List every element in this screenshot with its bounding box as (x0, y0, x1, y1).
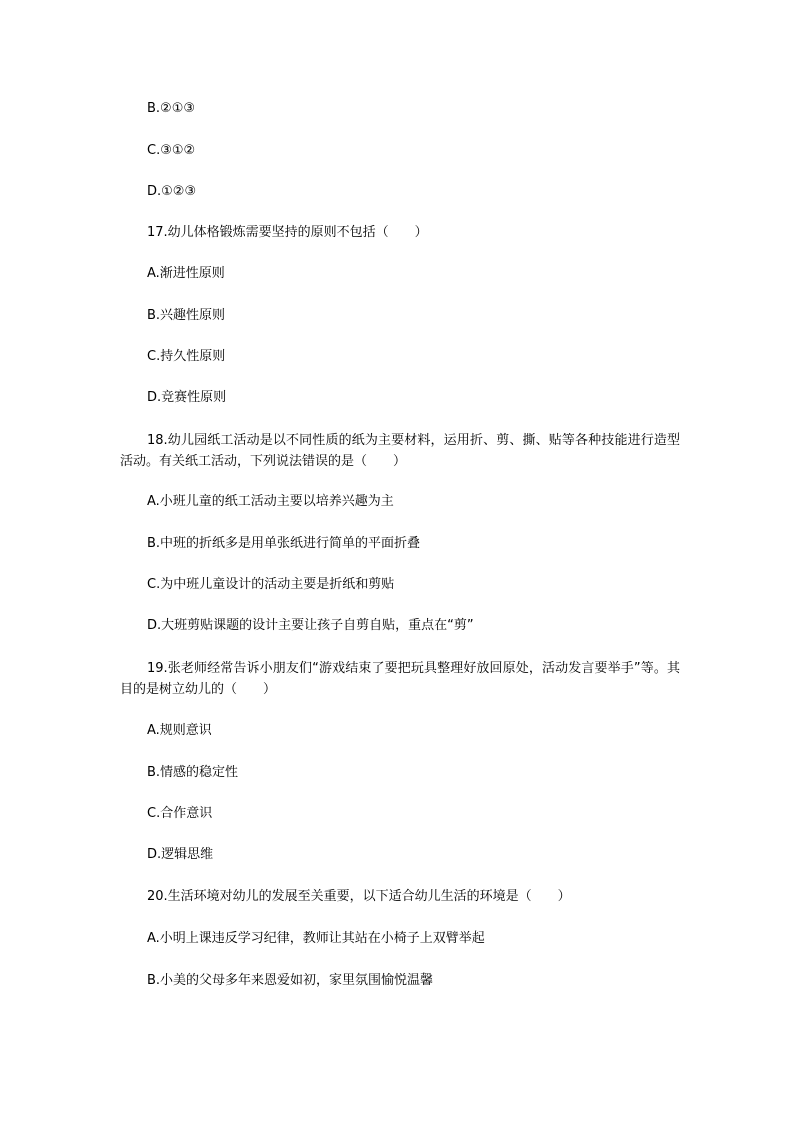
q20-option-b: B.小美的父母多年来恩爱如初，家里氛围愉悦温馨 (147, 973, 434, 988)
q19-option-c: C.合作意识 (147, 806, 213, 821)
q18-option-a: A.小班儿童的纸工活动主要以培养兴趣为主 (147, 494, 394, 509)
q17-option-d: D.竞赛性原则 (147, 390, 227, 405)
q20-option-a: A.小明上课违反学习纪律，教师让其站在小椅子上双臂举起 (147, 931, 485, 946)
q18-option-d: D.大班剪贴课题的设计主要让孩子自剪自贴，重点在“剪” (147, 618, 474, 633)
q18-stem: 18.幼儿园纸工活动是以不同性质的纸为主要材料，运用折、剪、撕、贴等各种技能进行造型活动。有关纸工活动，下列说法错误的是（ ） (120, 433, 680, 469)
q16-option-c: C.③①② (147, 143, 196, 158)
q18-option-b: B.中班的折纸多是用单张纸进行简单的平面折叠 (147, 536, 421, 551)
q19-stem: 19.张老师经常告诉小朋友们“游戏结束了要把玩具整理好放回原处，活动发言要举手”等。其目的是树立幼儿的（ ） (120, 661, 680, 697)
q19-option-a: A.规则意识 (147, 723, 212, 738)
q18-option-c: C.为中班儿童设计的活动主要是折纸和剪贴 (147, 577, 395, 592)
q17-stem: 17.幼儿体格锻炼需要坚持的原则不包括（ ） (147, 225, 428, 240)
q16-option-d: D.①②③ (147, 184, 197, 199)
q17-option-a: A.渐进性原则 (147, 266, 225, 281)
q19-option-b: B.情感的稳定性 (147, 765, 239, 780)
q19-option-d: D.逻辑思维 (147, 847, 214, 862)
q20-stem: 20.生活环境对幼儿的发展至关重要，以下适合幼儿生活的环境是（ ） (147, 889, 571, 904)
q16-option-b: B.②①③ (147, 101, 196, 116)
q17-option-c: C.持久性原则 (147, 349, 226, 364)
q17-option-b: B.兴趣性原则 (147, 308, 226, 323)
